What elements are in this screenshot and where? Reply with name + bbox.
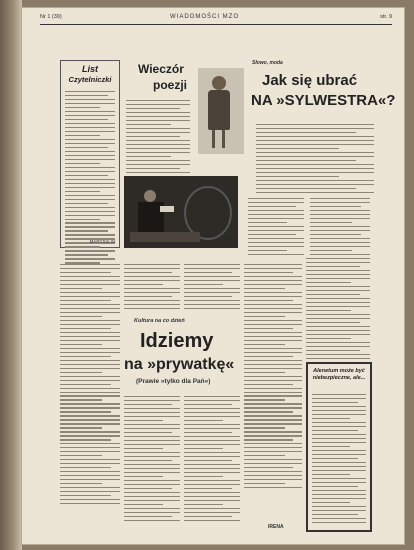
- letter-box: [60, 60, 120, 248]
- masthead: WIADOMOŚCI MZO: [170, 14, 239, 20]
- fashion-kicker: Słowo, moda: [252, 60, 283, 66]
- photo-poetry-reading: [124, 176, 238, 248]
- letter-subtitle: Czytelniczki: [68, 75, 112, 84]
- culture-title-1: Idziemy: [140, 330, 214, 352]
- fashion-col-2: [310, 198, 370, 258]
- side-box: [306, 362, 372, 532]
- header-rule: [40, 24, 392, 25]
- photo-fashion-model: [198, 68, 244, 154]
- lower-col-3-top: [184, 264, 240, 312]
- fashion-title-2: NA »SYLWESTRA«?: [251, 92, 396, 109]
- page-header: [40, 14, 392, 24]
- letter-signature: MARYSIA W.: [89, 239, 116, 244]
- fashion-col-1: [248, 198, 304, 258]
- poetry-title-1: Wieczór: [138, 62, 184, 76]
- fashion-title-1: Jak się ubrać: [262, 72, 358, 89]
- side-box-title: Alenetum może być niebezpieczne, ale...: [312, 368, 366, 381]
- culture-subtitle: (Prawie »tylko dla Pań«): [136, 378, 211, 385]
- culture-col-1: [124, 396, 180, 524]
- fashion-intro: [256, 124, 374, 196]
- culture-kicker: Kultura na co dzień: [134, 318, 185, 324]
- culture-title-2: na »prywatkę«: [124, 356, 235, 373]
- issue-number: Nr 1 (39): [40, 14, 62, 20]
- culture-col-4: [306, 258, 370, 362]
- culture-col-2: [184, 396, 240, 524]
- letter-title: List: [81, 64, 98, 74]
- lower-col-1: [60, 264, 120, 507]
- poetry-body: [126, 100, 190, 176]
- page-number: str. 9: [380, 14, 392, 20]
- culture-col-3: [244, 264, 302, 491]
- poetry-title-2: poezji: [153, 78, 188, 92]
- footer-signature: IRENA: [268, 524, 284, 530]
- binding-edge: [0, 0, 22, 550]
- side-box-body: [312, 394, 366, 525]
- lower-col-2-top: [124, 264, 180, 312]
